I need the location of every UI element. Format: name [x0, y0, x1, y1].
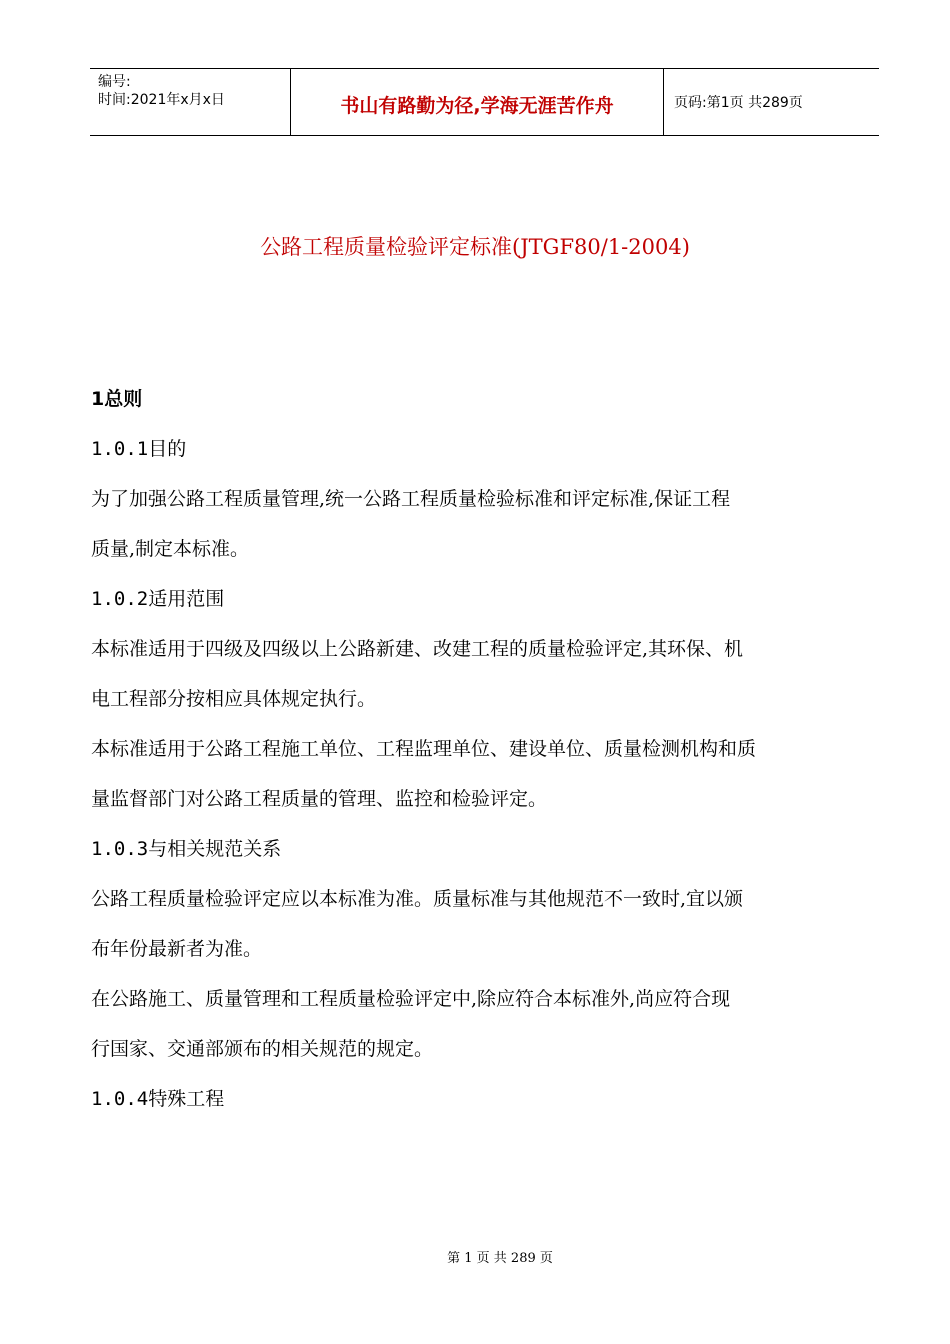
paragraph-line: 量监督部门对公路工程质量的管理、监控和检验评定。: [91, 788, 548, 810]
header-page-cell: [664, 69, 879, 135]
clause-heading: 1.0.2适用范围: [91, 588, 225, 610]
section-heading: 1总则: [91, 388, 143, 410]
paragraph-line: 为了加强公路工程质量管理,统一公路工程质量检验标准和评定标准,保证工程: [91, 488, 731, 510]
document-body: [91, 374, 881, 1124]
paragraph-line: 行国家、交通部颁布的相关规范的规定。: [91, 1038, 434, 1060]
document-title: 公路工程质量检验评定标准(JTGF80/1-2004): [260, 235, 690, 259]
paragraph-line: 本标准适用于公路工程施工单位、工程监理单位、建设单位、质量检测机构和质: [91, 738, 757, 760]
header-motto: 书山有路勤为径,学海无涯苦作舟: [340, 95, 614, 117]
paragraph-line: 质量,制定本标准。: [91, 538, 250, 560]
paragraph-line: 在公路施工、质量管理和工程质量检验评定中,除应符合本标准外,尚应符合现: [91, 988, 731, 1010]
document-time-label: 时间:2021年x月x日: [98, 92, 225, 108]
document-header: [90, 68, 879, 136]
paragraph-line: 电工程部分按相应具体规定执行。: [91, 688, 377, 710]
page-footer: 第 1 页 共 289 页: [447, 1251, 553, 1266]
clause-heading: 1.0.4特殊工程: [91, 1088, 225, 1110]
paragraph-line: 本标准适用于四级及四级以上公路新建、改建工程的质量检验评定,其环保、机: [91, 638, 744, 660]
paragraph-line: 公路工程质量检验评定应以本标准为准。质量标准与其他规范不一致时,宜以颁: [91, 888, 744, 910]
paragraph-line: 布年份最新者为准。: [91, 938, 263, 960]
header-meta-cell: [90, 69, 290, 135]
document-number-label: 编号:: [98, 74, 131, 90]
clause-heading: 1.0.3与相关规范关系: [91, 838, 282, 860]
clause-heading: 1.0.1目的: [91, 438, 187, 460]
header-motto-cell: [290, 69, 664, 135]
header-page-info: 页码:第1页 共289页: [674, 95, 803, 111]
